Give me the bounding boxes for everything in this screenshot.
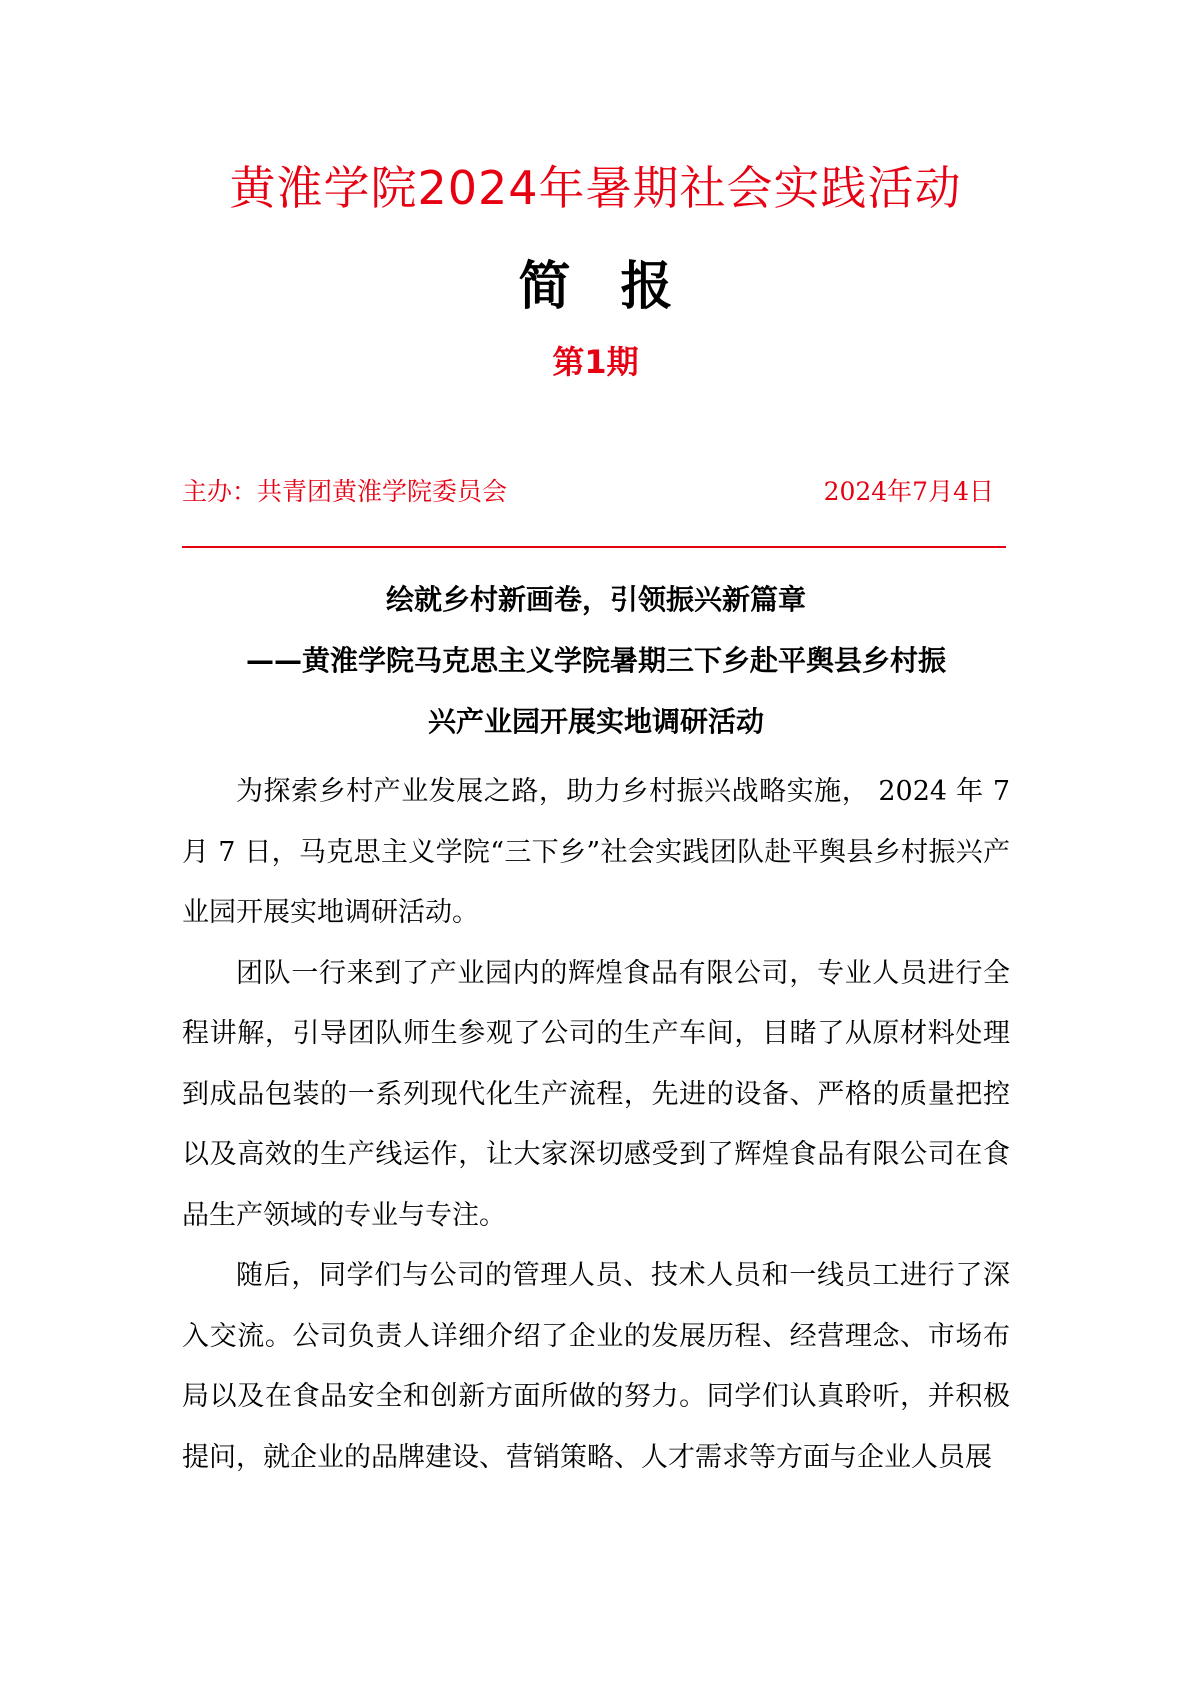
issue-number: 第1期: [552, 343, 639, 381]
red-divider-line: [182, 546, 1006, 548]
article-body: [182, 762, 1010, 1488]
issue-date: 2024年7月4日: [823, 477, 994, 506]
paragraph: 随后，同学们与公司的管理人员、技术人员和一线员工进行了深入交流。公司负责人详细介绍了企业的发展历程、经营理念、市场布局以及在食品安全和创新方面所做的努力。同学们认真聆听，并积极提问，就企业的品牌建设、营销策略、人才需求等方面与企业人员展: [182, 1260, 1010, 1473]
masthead-subtitle: 简报: [518, 257, 723, 317]
masthead-title: 黄淮学院2024年暑期社会实践活动: [229, 161, 962, 215]
paragraph: 为探索乡村产业发展之路，助力乡村振兴战略实施， 2024 年 7 月 7 日，马克思主义学院“三下乡”社会实践团队赴平舆县乡村振兴产业园开展实地调研活动。: [182, 776, 1010, 928]
sponsor-label: 主办：共青团黄淮学院委员会: [182, 477, 508, 506]
article-subheadline-line1: ——黄淮学院马克思主义学院暑期三下乡赴平舆县乡村振: [245, 644, 946, 677]
paragraph: 团队一行来到了产业园内的辉煌食品有限公司，专业人员进行全程讲解，引导团队师生参观了公司的生产车间，目睹了从原材料处理到成品包装的一系列现代化生产流程，先进的设备、严格的质量把控以及高效的生产线运作，让大家深切感受到了辉煌食品有限公司在食品生产领域的专业与专注。: [182, 957, 1010, 1231]
article-headline: 绘就乡村新画卷，引领振兴新篇章: [385, 583, 806, 616]
article-subheadline-line2: 兴产业园开展实地调研活动: [427, 705, 764, 738]
meta-row: [182, 474, 994, 510]
